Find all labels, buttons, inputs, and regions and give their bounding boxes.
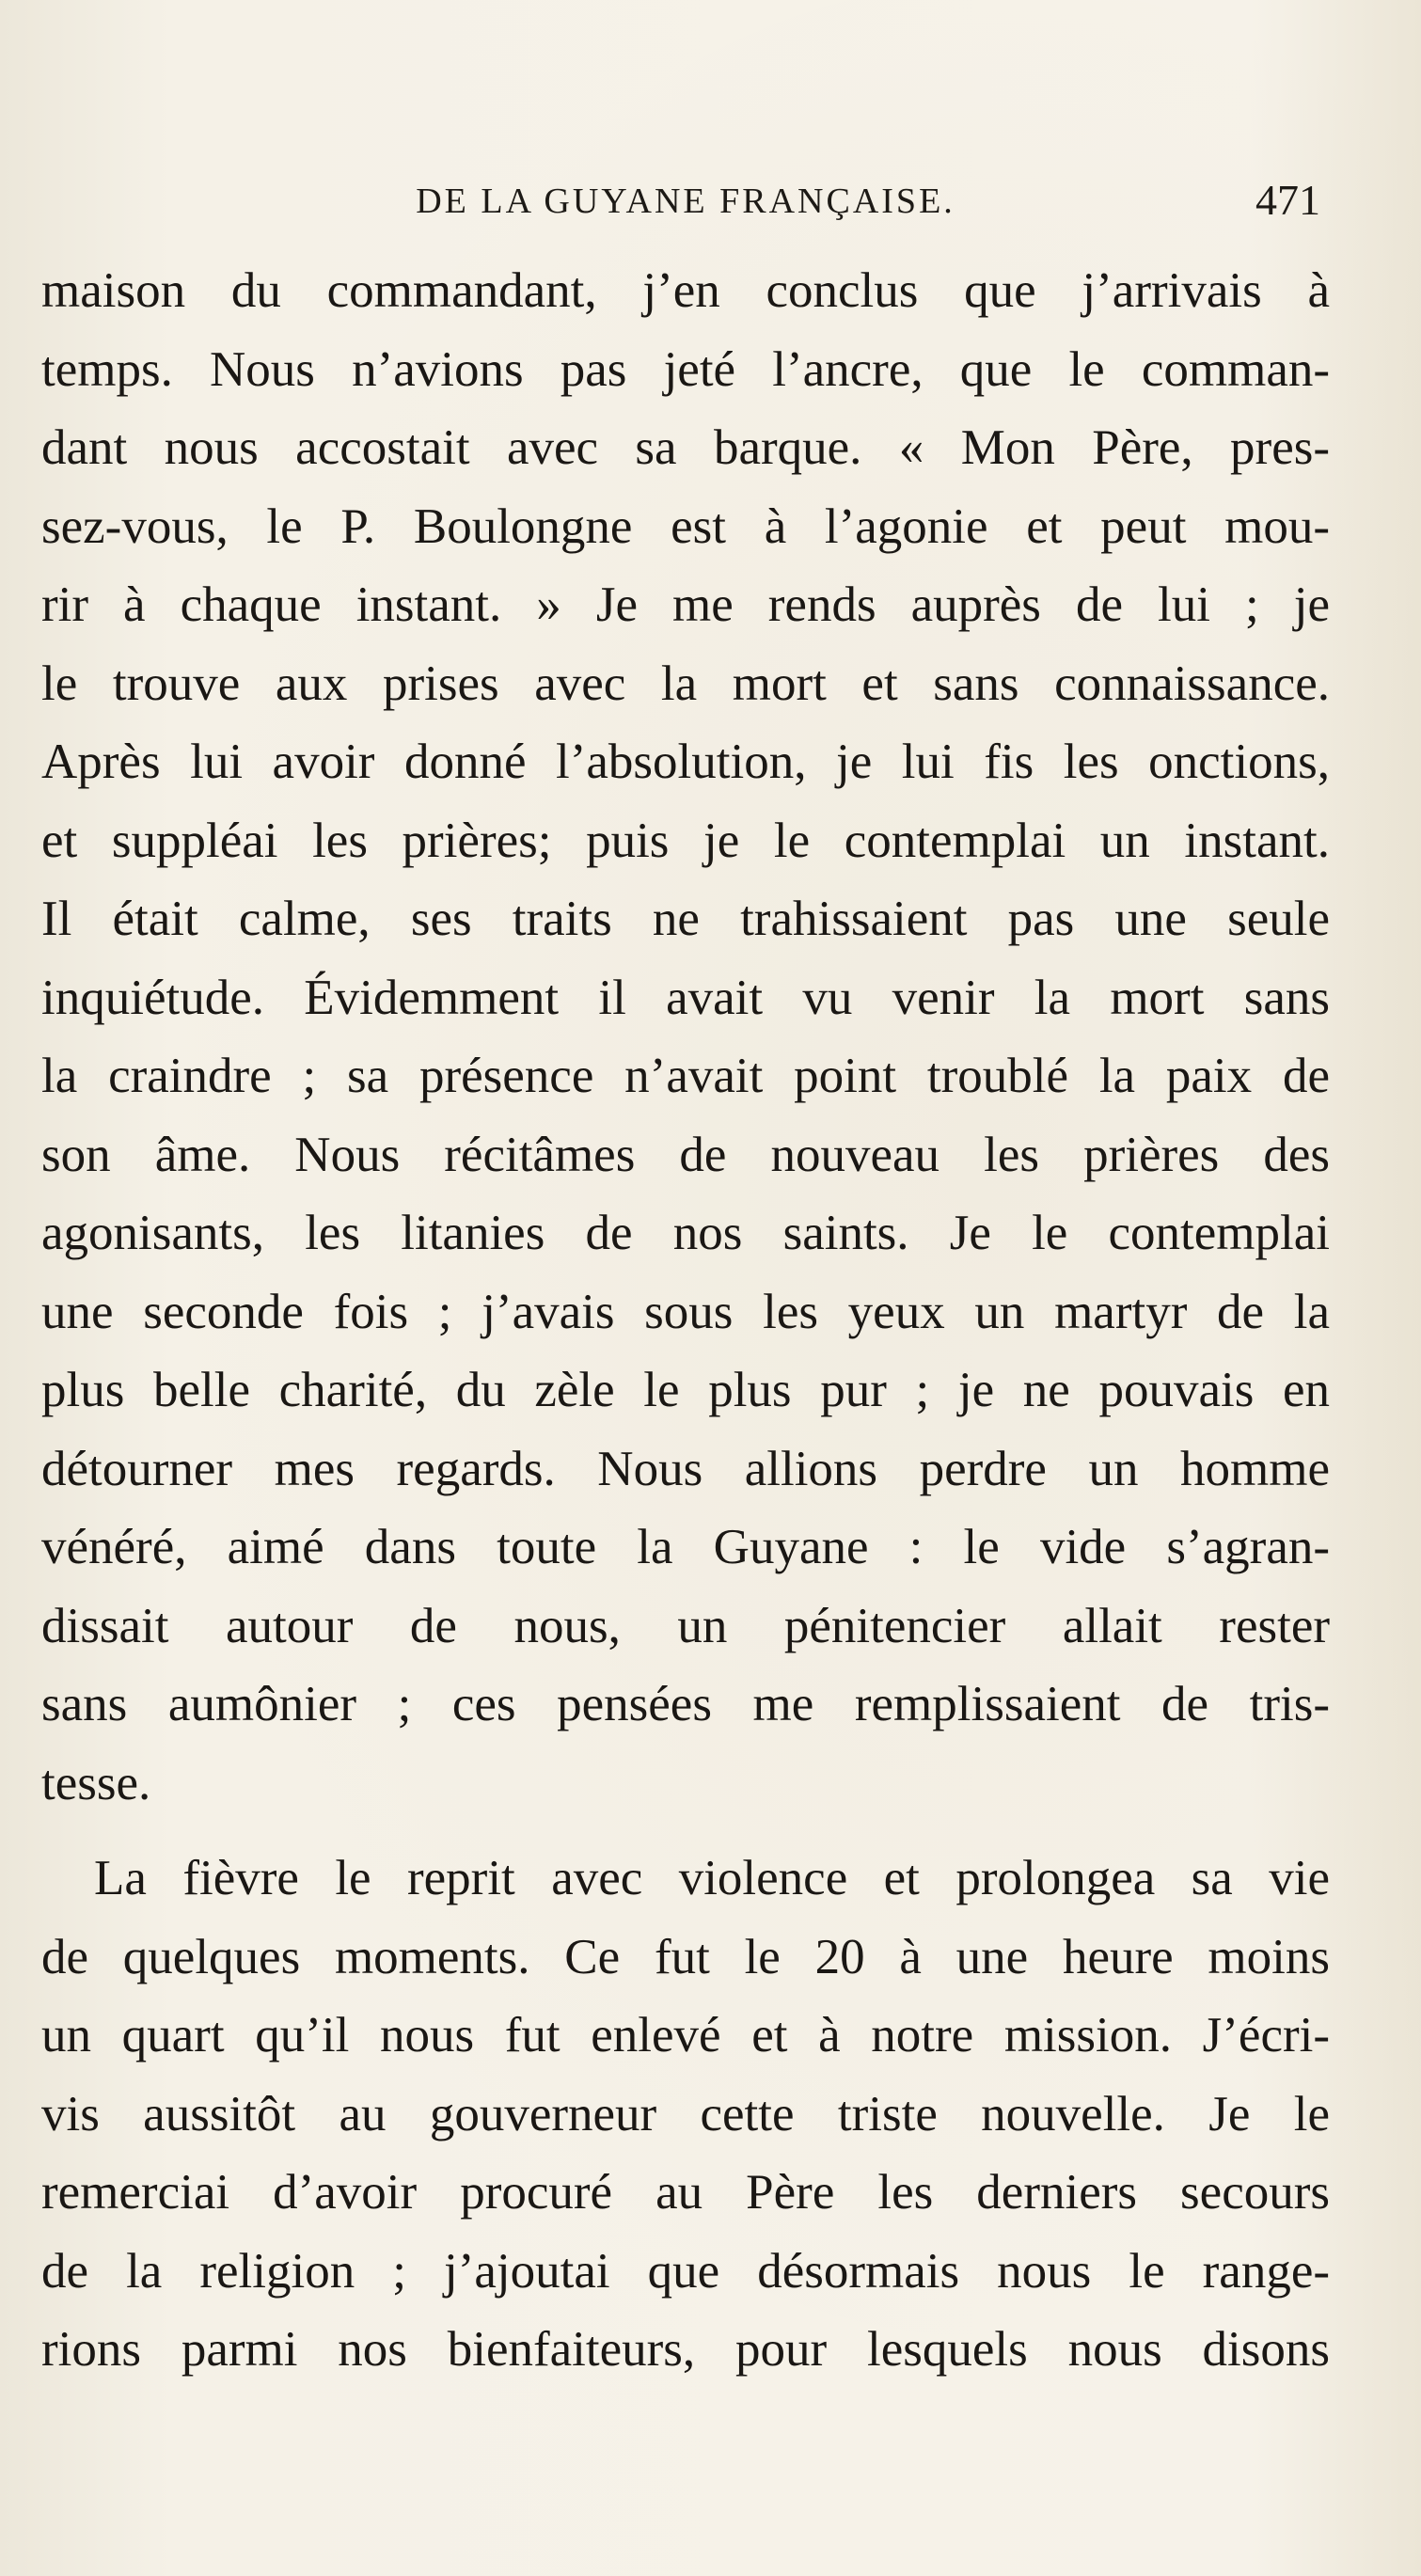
- text-line: tesse.: [41, 1755, 151, 1810]
- text-line: sez-vous, le P. Boulongne est à l’agonie et peut mou-: [41, 498, 1330, 554]
- page-number: 471: [1255, 176, 1320, 224]
- paragraph: [41, 252, 1330, 1823]
- text-line: de la religion ; j’ajoutai que désormais nous le range-: [41, 2243, 1330, 2299]
- text-line: inquiétude. Évidemment il avait vu venir la mort sans: [41, 970, 1330, 1025]
- text-line: Après lui avoir donné l’absolution, je lui fis les onctions,: [41, 735, 1330, 789]
- text-line: temps. Nous n’avions pas jeté l’ancre, que le comman-: [41, 341, 1330, 397]
- text-line: vénéré, aimé dans toute la Guyane : le vide s’agran-: [41, 1520, 1330, 1574]
- text-line: Il était calme, ses traits ne trahissaient pas une seule: [41, 892, 1330, 946]
- text-line: maison du commandant, j’en conclus que j’arrivais à: [41, 263, 1330, 318]
- text-line: la craindre ; sa présence n’avait point troublé la paix de: [41, 1049, 1330, 1103]
- text-line: de quelques moments. Ce fut le 20 à une heure moins: [41, 1929, 1330, 1984]
- text-line: plus belle charité, du zèle le plus pur ; je ne pouvais en: [41, 1363, 1330, 1417]
- text-line: le trouve aux prises avec la mort et sans connaissance.: [41, 656, 1330, 711]
- text-line: un quart qu’il nous fut enlevé et à notre mission. J’écri-: [41, 2008, 1330, 2062]
- text-line: et suppléai les prières; puis je le contemplai un instant.: [41, 813, 1330, 868]
- text-line: vis aussitôt au gouverneur cette triste nouvelle. Je le: [41, 2086, 1330, 2141]
- paragraph: [41, 1840, 1330, 2390]
- text-line: rions parmi nos bienfaiteurs, pour lesquels nous disons: [41, 2322, 1330, 2377]
- text-line: dissait autour de nous, un pénitencier allait rester: [41, 1598, 1330, 1653]
- text-line: La fièvre le reprit avec violence et prolongea sa vie: [94, 1851, 1330, 1905]
- text-line: détourner mes regards. Nous allions perdre un homme: [41, 1441, 1330, 1496]
- text-line: rir à chaque instant. » Je me rends auprès de lui ; je: [41, 577, 1330, 632]
- text-line: son âme. Nous récitâmes de nouveau les prières des: [41, 1127, 1330, 1182]
- paragraph-gap: [41, 1823, 1330, 1840]
- text-line: dant nous accostait avec sa barque. « Mon Père, pres-: [41, 420, 1330, 475]
- text-line: sans aumônier ; ces pensées me remplissaient de tris-: [41, 1677, 1330, 1731]
- running-title: DE LA GUYANE FRANÇAISE.: [416, 182, 955, 221]
- text-line: agonisants, les litanies de nos saints. Je le contemplai: [41, 1206, 1330, 1260]
- running-head: [41, 175, 1330, 231]
- text-line: remerciai d’avoir procuré au Père les derniers secours: [41, 2165, 1330, 2220]
- text-line: une seconde fois ; j’avais sous les yeux un martyr de la: [41, 1284, 1330, 1339]
- body-text: [41, 252, 1330, 2390]
